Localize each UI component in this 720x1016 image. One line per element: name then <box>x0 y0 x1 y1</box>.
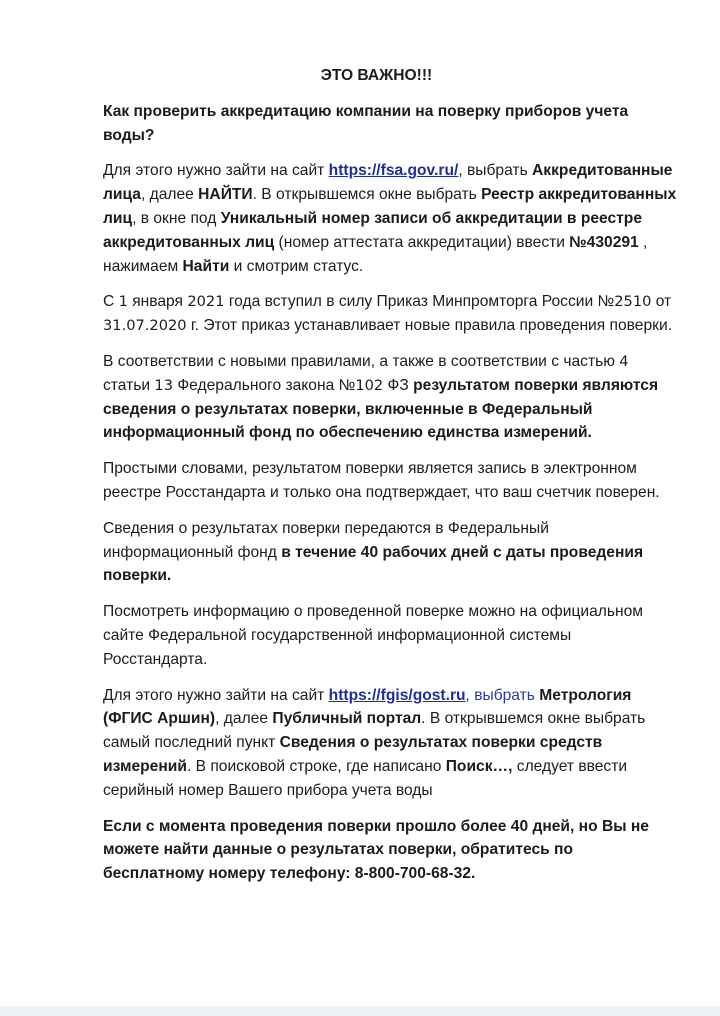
bold-text: Уникальный номер записи об аккредитации в реестре аккредитованных лиц <box>103 209 643 251</box>
text: С <box>103 293 119 311</box>
paragraph-hotline: Если с момента проведения поверки прошло более 40 дней, но Вы не можете найти данные о результатах поверки, обратитесь по бесплатному номеру телефону: 8-800-700-68-32. <box>103 817 649 883</box>
text: Федерального закона № <box>172 376 356 394</box>
paragraph-law-info <box>103 350 678 445</box>
text: (номер аттестата аккредитации) ввести <box>274 233 570 251</box>
document-body <box>103 64 678 898</box>
fgis-link[interactable]: https://fgis/gost.ru <box>328 686 466 704</box>
text: статьи <box>103 376 155 394</box>
bold-text: Поиск…, <box>445 757 513 775</box>
text: года вступил в силу Приказ Минпромторга России № <box>224 293 615 311</box>
text: , далее <box>140 186 199 204</box>
question-heading: Как проверить аккредитацию компании на поверку приборов учета воды? <box>103 102 629 144</box>
number: 2510 <box>614 293 652 311</box>
number: 4 <box>619 352 629 370</box>
number: 31.07.2020 <box>103 317 187 335</box>
bold-text: Публичный портал <box>272 710 422 728</box>
text: . В открывшемся окне выбрать самый последний пункт <box>103 710 646 752</box>
text: г. Этот приказ устанавливает новые правила проведения поверки. <box>186 317 672 335</box>
bold-text: НАЙТИ <box>198 186 253 204</box>
number: 1 <box>118 293 128 311</box>
text: В соответствии с новыми правилами, а также в соответствии с частью <box>103 352 620 370</box>
bold-text: Реестр аккредитованных лиц <box>103 186 677 227</box>
bold-text: в течение 40 рабочих дней с даты проведения поверки. <box>103 543 644 585</box>
text: от <box>651 293 672 311</box>
text: Сведения о результатах поверки передаются в Федеральный информационный фонд <box>103 519 549 561</box>
paragraph-simple-words: Простыми словами, результатом поверки является запись в электронном реестре Росстандарта и только она подтверждает, что ваш счетчик поверен. <box>103 460 660 501</box>
text: , далее <box>215 710 273 728</box>
page-bottom-edge <box>0 1006 720 1016</box>
text: , нажимаем <box>103 233 648 275</box>
paragraph-deadline <box>103 517 678 588</box>
bold-text: Аккредитованные лица <box>103 162 673 204</box>
fsa-link[interactable]: https://fsa.gov.ru/ <box>328 162 459 180</box>
bold-text: Сведения о результатах поверки средств измерений <box>103 734 603 775</box>
text: января <box>127 293 188 311</box>
text: следует ввести серийный номер Вашего прибора учета воды <box>103 757 628 799</box>
text: Для этого нужно зайти на сайт <box>103 162 329 180</box>
text: . В открывшемся окне выбрать <box>252 186 482 204</box>
bold-text: результатом поверки являются сведения о результатах поверки, включенные в Федеральный информационный фонд по обеспечению единства измерений. <box>103 376 659 442</box>
paragraph-fsa-instructions <box>103 159 678 278</box>
text: , выбрать <box>458 162 533 180</box>
text: и смотрим статус. <box>229 257 364 275</box>
page-title: ЭТО ВАЖНО!!! <box>320 67 433 84</box>
number: 102 <box>355 376 384 394</box>
bold-text: Найти <box>182 257 230 275</box>
paragraph-order-info <box>103 290 678 338</box>
accreditation-number: №430291 <box>569 233 639 251</box>
number: 13 <box>154 376 173 394</box>
text: , в окне под <box>132 209 221 227</box>
paragraph-official-site: Посмотреть информацию о проведенной поверке можно на официальном сайте Федеральной государственной информационной системы Росстандарта. <box>103 603 644 668</box>
paragraph-fgis-instructions <box>103 684 678 803</box>
text: . В поисковой строке, где написано <box>186 757 446 775</box>
text: ФЗ <box>383 376 414 394</box>
number: 2021 <box>187 293 225 311</box>
text: Для этого нужно зайти на сайт <box>103 686 329 704</box>
text: , выбрать <box>465 686 540 704</box>
bold-text: Метрология (ФГИС Аршин) <box>103 686 632 728</box>
